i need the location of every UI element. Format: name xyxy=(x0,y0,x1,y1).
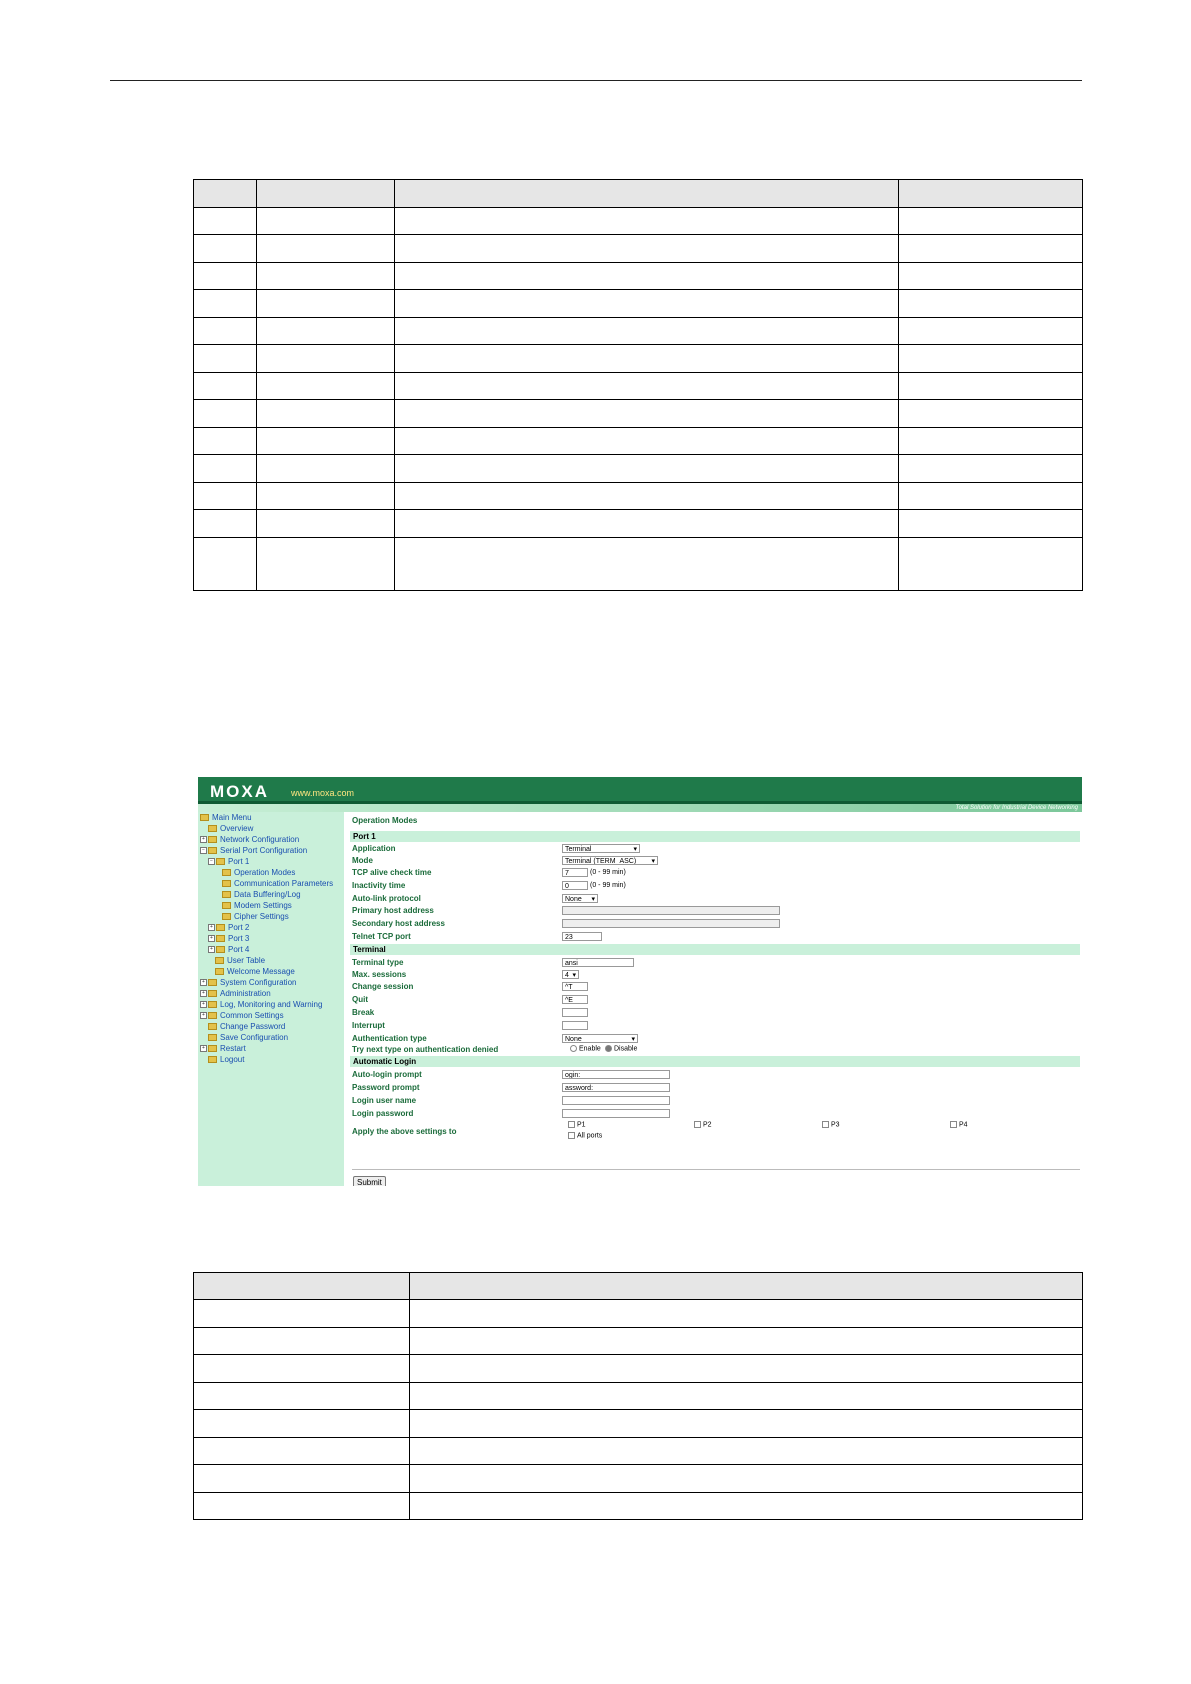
change-session-input[interactable]: ^T xyxy=(562,982,588,991)
folder-icon xyxy=(216,924,225,931)
folder-icon xyxy=(208,1034,217,1041)
table-row xyxy=(194,1300,1083,1328)
password-prompt-label: Password prompt xyxy=(352,1083,420,1092)
sidebar-item-modem-settings[interactable]: Modem Settings xyxy=(222,901,292,911)
try-next-label: Try next type on authentication denied xyxy=(352,1045,499,1054)
folder-icon xyxy=(208,1012,217,1019)
table-header-cell xyxy=(395,180,899,208)
sidebar-item-serial-port-configuration[interactable]: − Serial Port Configuration xyxy=(200,846,307,856)
table-row xyxy=(194,345,1083,373)
sidebar-item-port-2[interactable]: + Port 2 xyxy=(208,923,249,933)
table-header-row xyxy=(194,1273,1083,1300)
auth-type-label: Authentication type xyxy=(352,1034,427,1043)
sidebar-item-change-password[interactable]: Change Password xyxy=(208,1022,285,1032)
section-label: Port 1 xyxy=(353,832,376,841)
terminal-type-input[interactable]: ansi xyxy=(562,958,634,967)
form-divider xyxy=(352,1169,1080,1170)
table-row xyxy=(194,1383,1083,1410)
terminal-type-label: Terminal type xyxy=(352,958,404,967)
tagline-bar xyxy=(198,804,1082,812)
primary-host-label: Primary host address xyxy=(352,906,434,915)
sidebar-item-save-configuration[interactable]: Save Configuration xyxy=(208,1033,288,1043)
checkbox-label: P2 xyxy=(703,1121,712,1129)
table-row xyxy=(194,1355,1083,1383)
radio-icon xyxy=(570,1045,577,1052)
autolink-select[interactable]: None ▾ xyxy=(562,894,598,903)
sidebar-item-system-configuration[interactable]: + System Configuration xyxy=(200,978,296,988)
primary-host-input[interactable] xyxy=(562,906,780,915)
folder-icon xyxy=(208,847,217,854)
expand-icon[interactable]: + xyxy=(200,1001,207,1008)
sidebar-item-cipher-settings[interactable]: Cipher Settings xyxy=(222,912,289,922)
interrupt-input[interactable] xyxy=(562,1021,588,1030)
password-prompt-input[interactable]: assword: xyxy=(562,1083,670,1092)
apply-p4-checkbox[interactable] xyxy=(950,1121,968,1128)
sidebar-item-restart[interactable]: + Restart xyxy=(200,1044,246,1054)
sidebar-item-administration[interactable]: + Administration xyxy=(200,989,271,999)
moxa-logo: MOXA xyxy=(210,782,269,801)
folder-icon xyxy=(222,880,231,887)
apply-all-ports-checkbox[interactable] xyxy=(568,1132,602,1139)
mode-label: Mode xyxy=(352,856,373,865)
apply-p2-checkbox[interactable] xyxy=(694,1121,712,1128)
section-automatic-login xyxy=(350,1056,1080,1067)
folder-icon xyxy=(208,825,217,832)
radio-label: Disable xyxy=(614,1045,638,1053)
inactivity-input[interactable]: 0 xyxy=(562,881,588,890)
folder-icon xyxy=(208,979,217,986)
expand-icon[interactable]: + xyxy=(208,924,215,931)
table-row xyxy=(194,1493,1083,1520)
tcp-alive-input[interactable]: 7 xyxy=(562,868,588,877)
folder-icon xyxy=(200,814,209,821)
change-session-label: Change session xyxy=(352,982,414,991)
section-label: Terminal xyxy=(353,945,386,954)
checkbox-label: P4 xyxy=(959,1121,968,1129)
sidebar-tree xyxy=(198,812,344,1186)
expand-icon[interactable]: + xyxy=(208,946,215,953)
table-row xyxy=(194,318,1083,345)
sidebar-item-common-settings[interactable]: + Common Settings xyxy=(200,1011,284,1021)
table-row xyxy=(194,428,1083,455)
table-header-row xyxy=(194,180,1083,208)
quit-input[interactable]: ^E xyxy=(562,995,588,1004)
table-row xyxy=(194,400,1083,428)
login-user-input[interactable] xyxy=(562,1096,670,1105)
sidebar-item-port-3[interactable]: + Port 3 xyxy=(208,934,249,944)
secondary-host-input[interactable] xyxy=(562,919,780,928)
expand-icon[interactable]: + xyxy=(200,990,207,997)
expand-icon[interactable]: + xyxy=(200,836,207,843)
login-password-input[interactable] xyxy=(562,1109,670,1118)
sidebar-item-overview[interactable]: Overview xyxy=(208,824,253,834)
telnet-port-input[interactable]: 23 xyxy=(562,932,602,941)
table-row xyxy=(194,455,1083,483)
mode-select[interactable]: Terminal (TERM_ASC) ▾ xyxy=(562,856,658,865)
table-2 xyxy=(193,1272,1083,1520)
try-next-disable-radio[interactable] xyxy=(605,1045,637,1052)
autolink-label: Auto-link protocol xyxy=(352,894,421,903)
sidebar-item-log-monitoring-warning[interactable]: + Log, Monitoring and Warning xyxy=(200,1000,322,1010)
table-row xyxy=(194,1438,1083,1465)
folder-icon xyxy=(216,935,225,942)
folder-icon xyxy=(215,968,224,975)
expand-icon[interactable]: + xyxy=(200,979,207,986)
sidebar-item-operation-modes[interactable]: Operation Modes xyxy=(222,868,295,878)
table-row xyxy=(194,510,1083,538)
folder-icon xyxy=(222,891,231,898)
table-row xyxy=(194,1410,1083,1438)
apply-p1-checkbox[interactable] xyxy=(568,1121,586,1128)
auth-type-select[interactable]: None ▾ xyxy=(562,1034,638,1043)
max-sessions-select[interactable]: 4 ▾ xyxy=(562,970,579,979)
telnet-port-label: Telnet TCP port xyxy=(352,932,411,941)
autologin-prompt-label: Auto-login prompt xyxy=(352,1070,422,1079)
application-select[interactable]: Terminal ▾ xyxy=(562,844,640,853)
break-input[interactable] xyxy=(562,1008,588,1017)
radio-label: Enable xyxy=(579,1045,601,1053)
collapse-icon[interactable]: − xyxy=(208,858,215,865)
checkbox-icon xyxy=(694,1121,701,1128)
sidebar-item-main-menu[interactable]: Main Menu xyxy=(200,813,252,823)
folder-icon xyxy=(216,946,225,953)
secondary-host-label: Secondary host address xyxy=(352,919,445,928)
table-row xyxy=(194,263,1083,290)
folder-icon xyxy=(208,1045,217,1052)
tagline: Total Solution for Industrial Device Networking xyxy=(955,805,1078,811)
folder-icon xyxy=(208,1023,217,1030)
section-terminal xyxy=(350,944,1080,955)
table-row xyxy=(194,1328,1083,1355)
folder-icon xyxy=(222,869,231,876)
table-header-cell xyxy=(410,1273,1083,1300)
login-user-label: Login user name xyxy=(352,1096,417,1105)
table-header-cell xyxy=(899,180,1083,208)
checkbox-label: P3 xyxy=(831,1121,840,1129)
folder-icon xyxy=(215,957,224,964)
table-row xyxy=(194,538,1083,591)
apply-label: Apply the above settings to xyxy=(352,1127,457,1136)
folder-icon xyxy=(216,858,225,865)
collapse-icon[interactable]: − xyxy=(200,847,207,854)
expand-icon[interactable]: + xyxy=(208,935,215,942)
submit-button[interactable]: Submit xyxy=(353,1176,386,1186)
table-header-cell xyxy=(257,180,395,208)
break-label: Break xyxy=(352,1008,375,1017)
table-row xyxy=(194,1465,1083,1493)
table-header-cell xyxy=(194,180,257,208)
table-row xyxy=(194,290,1083,318)
inactivity-label: Inactivity time xyxy=(352,881,406,890)
interrupt-label: Interrupt xyxy=(352,1021,385,1030)
table-header-cell xyxy=(194,1273,410,1300)
expand-icon[interactable]: + xyxy=(200,1012,207,1019)
sidebar-item-user-table[interactable]: User Table xyxy=(215,956,265,966)
sidebar-item-port-1[interactable]: − Port 1 xyxy=(208,857,249,867)
sidebar-item-network-configuration[interactable]: + Network Configuration xyxy=(200,835,299,845)
header-rule xyxy=(110,80,1082,81)
folder-icon xyxy=(222,902,231,909)
max-sessions-label: Max. sessions xyxy=(352,970,407,979)
sidebar-item-communication-parameters[interactable]: Communication Parameters xyxy=(222,879,333,889)
folder-icon xyxy=(222,913,231,920)
checkbox-icon xyxy=(822,1121,829,1128)
tcp-alive-hint: (0 - 99 min) xyxy=(590,869,626,876)
autologin-prompt-input[interactable]: ogin: xyxy=(562,1070,670,1079)
moxa-web-console-screenshot xyxy=(198,777,1082,1186)
application-label: Application xyxy=(352,844,396,853)
radio-selected-icon xyxy=(605,1045,612,1052)
login-password-label: Login password xyxy=(352,1109,414,1118)
checkbox-label: All ports xyxy=(577,1132,603,1140)
section-port xyxy=(350,831,1080,842)
table-1 xyxy=(193,179,1083,591)
table-row xyxy=(194,235,1083,263)
folder-icon xyxy=(208,836,217,843)
main-panel xyxy=(344,812,1082,1186)
apply-p3-checkbox[interactable] xyxy=(822,1121,840,1128)
inactivity-hint: (0 - 99 min) xyxy=(590,882,626,889)
folder-icon xyxy=(208,1056,217,1063)
table-row xyxy=(194,483,1083,510)
try-next-enable-radio[interactable] xyxy=(570,1045,601,1052)
sidebar-item-port-4[interactable]: + Port 4 xyxy=(208,945,249,955)
sidebar-item-logout[interactable]: Logout xyxy=(208,1055,244,1065)
checkbox-icon xyxy=(568,1121,575,1128)
tcp-alive-label: TCP alive check time xyxy=(352,868,432,877)
moxa-url[interactable]: www.moxa.com xyxy=(291,788,355,798)
folder-icon xyxy=(208,990,217,997)
page-title: Operation Modes xyxy=(352,816,418,825)
section-label: Automatic Login xyxy=(353,1057,417,1066)
table-row xyxy=(194,208,1083,235)
table-row xyxy=(194,373,1083,400)
checkbox-icon xyxy=(568,1132,575,1139)
sidebar-item-data-buffering-log[interactable]: Data Buffering/Log xyxy=(222,890,301,900)
quit-label: Quit xyxy=(352,995,368,1004)
sidebar-item-welcome-message[interactable]: Welcome Message xyxy=(215,967,295,977)
expand-icon[interactable]: + xyxy=(200,1045,207,1052)
checkbox-icon xyxy=(950,1121,957,1128)
checkbox-label: P1 xyxy=(577,1121,586,1129)
folder-icon xyxy=(208,1001,217,1008)
